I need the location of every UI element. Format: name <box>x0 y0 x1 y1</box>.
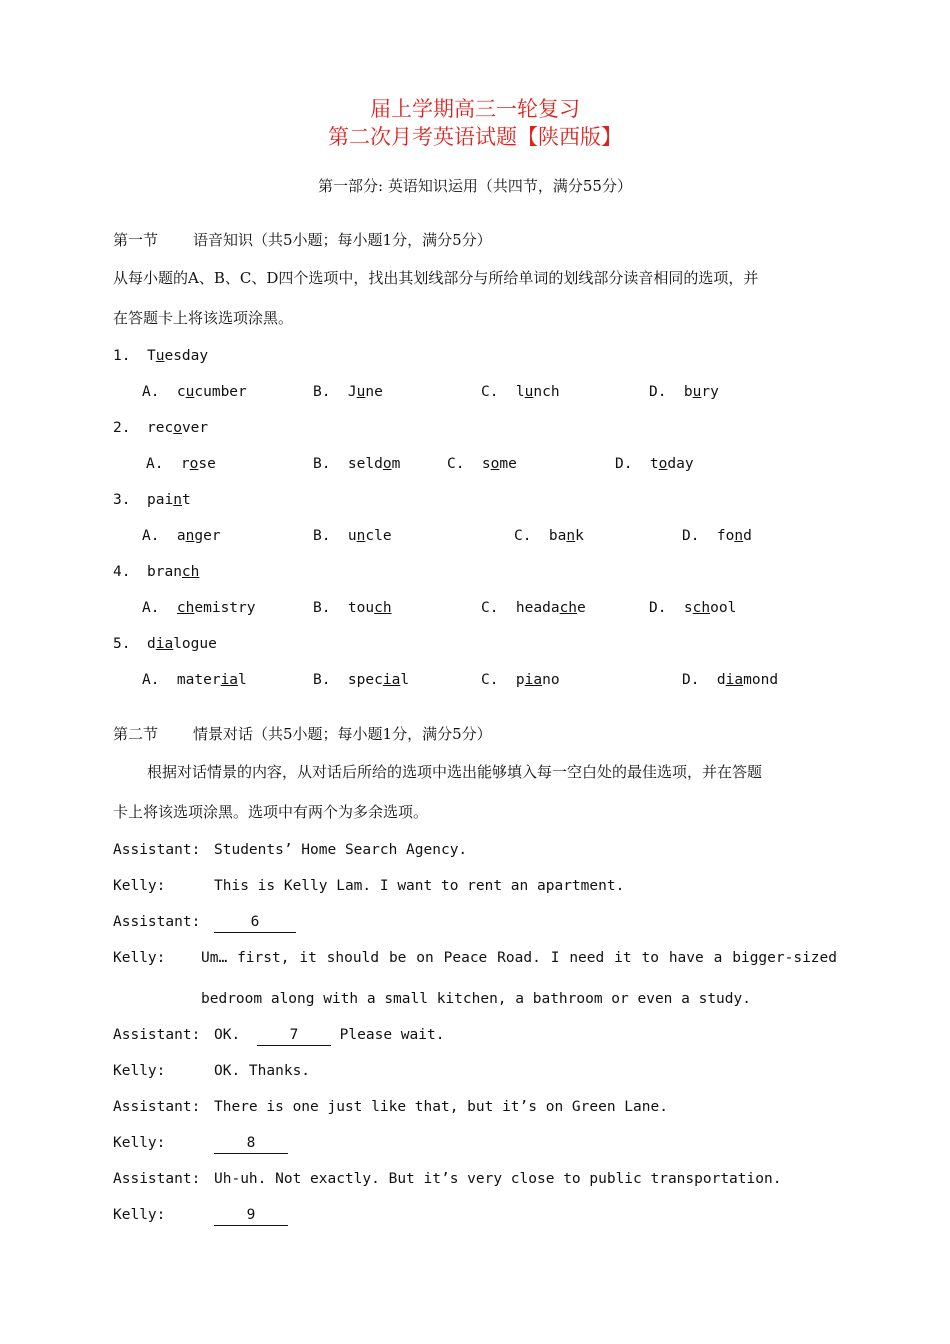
word-part: J <box>347 384 357 400</box>
option-word <box>684 600 736 616</box>
underlined-part: n <box>173 492 182 508</box>
word-part: l <box>238 672 247 688</box>
option-letter: D. <box>649 600 684 616</box>
dialogue-speaker: Assistant: <box>113 1099 201 1115</box>
question-word-text <box>147 564 199 580</box>
option-word <box>684 384 719 400</box>
option-word <box>177 600 256 616</box>
option-letter: D. <box>649 384 684 400</box>
word-part: me <box>499 456 517 472</box>
word-part: e <box>577 600 586 616</box>
dialogue-speaker: Kelly: <box>113 1135 166 1151</box>
word-part: c <box>176 384 186 400</box>
word-part: l <box>400 672 410 688</box>
answer-blank[interactable]: 7 <box>257 1025 331 1046</box>
word-part: ger <box>194 528 221 544</box>
underlined-part: u <box>155 348 165 364</box>
option-a[interactable] <box>142 670 247 690</box>
option-d[interactable] <box>682 670 778 690</box>
word-part: ba <box>548 528 567 544</box>
underlined-part: ia <box>524 672 543 688</box>
underlined-part: ia <box>220 672 239 688</box>
option-letter: A. <box>146 456 181 472</box>
dialogue-text: Um… first, it should be on Peace Road. I need it to have a bigger-sized <box>201 950 837 966</box>
question-word <box>147 562 199 582</box>
word-part: a <box>176 528 186 544</box>
underlined-part: o <box>490 456 500 472</box>
word-part: pai <box>147 492 174 508</box>
underlined-part: n <box>356 528 366 544</box>
answer-blank[interactable]: 6 <box>214 912 296 933</box>
underlined-part: ch <box>692 600 711 616</box>
underlined-part: ch <box>559 600 578 616</box>
dialogue-line <box>214 1061 310 1081</box>
option-a[interactable] <box>142 382 247 402</box>
section1-label: 第一节 <box>113 231 159 249</box>
option-word <box>348 672 409 688</box>
option-letter: A. <box>142 600 177 616</box>
dialogue-text: OK. Thanks. <box>214 1063 311 1079</box>
underlined-part: ia <box>725 672 744 688</box>
option-letter: D. <box>682 672 717 688</box>
word-part: k <box>575 528 584 544</box>
option-b[interactable] <box>313 454 400 474</box>
option-b[interactable] <box>313 382 383 402</box>
dialogue-speaker: Assistant: <box>113 1027 201 1043</box>
dialogue-line <box>214 1133 288 1154</box>
word-part: cle <box>365 528 392 544</box>
option-c[interactable] <box>481 382 560 402</box>
question-word-text <box>147 420 208 436</box>
dialogue-line <box>201 948 837 968</box>
option-b[interactable] <box>313 526 392 546</box>
question-word-text <box>147 348 208 364</box>
option-a[interactable] <box>146 454 216 474</box>
option-c[interactable] <box>514 526 584 546</box>
dialogue-text: OK. <box>214 1027 241 1043</box>
question-word <box>147 346 208 366</box>
word-part: l <box>515 384 525 400</box>
dialogue-line <box>214 876 624 896</box>
underlined-part: ia <box>155 636 174 652</box>
question-number: 5. <box>113 636 131 652</box>
dialogue-speaker: Kelly: <box>113 1207 166 1223</box>
underlined-part: o <box>189 456 199 472</box>
section2-label: 第二节 <box>113 725 159 743</box>
question-word <box>147 418 208 438</box>
dialogue-text: Uh-uh. Not exactly. But it’s very close to public transportation. <box>214 1171 782 1187</box>
option-letter: C. <box>481 600 516 616</box>
dialogue-speaker: Kelly: <box>113 950 166 966</box>
word-part: ne <box>365 384 383 400</box>
word-part: s <box>481 456 491 472</box>
word-part: ver <box>181 420 209 436</box>
word-part: mater <box>176 672 221 688</box>
option-letter: C. <box>481 384 516 400</box>
dialogue-speaker: Kelly: <box>113 878 166 894</box>
option-b[interactable] <box>313 598 392 618</box>
dialogue-line-continued: bedroom along with a small kitchen, a bathroom or even a study. <box>201 991 751 1007</box>
option-c[interactable] <box>447 454 517 474</box>
underlined-part: ch <box>176 600 195 616</box>
word-part: b <box>683 384 693 400</box>
dialogue-speaker: Kelly: <box>113 1063 166 1079</box>
dialogue-line <box>214 1205 288 1226</box>
underlined-part: ia <box>382 672 401 688</box>
section1-heading: 语音知识（共5小题；每小题1分，满分5分） <box>193 231 492 249</box>
question-number: 4. <box>113 564 131 580</box>
option-word <box>717 672 778 688</box>
underlined-part: o <box>173 420 182 436</box>
word-part: d <box>147 636 156 652</box>
word-part: cumber <box>194 384 247 400</box>
option-word <box>482 456 517 472</box>
word-part: seld <box>347 456 383 472</box>
underlined-part: o <box>382 456 392 472</box>
option-letter: B. <box>313 600 348 616</box>
section1-instruction-line2: 在答题卡上将该选项涂黑。 <box>113 309 294 327</box>
option-a[interactable] <box>142 598 256 618</box>
word-part: logue <box>173 636 217 652</box>
option-a[interactable] <box>142 526 221 546</box>
dialogue-speaker: Assistant: <box>113 842 201 858</box>
underlined-part: u <box>692 384 702 400</box>
word-part: u <box>347 528 357 544</box>
section2-instruction-line2: 卡上将该选项涂黑。选项中有两个为多余选项。 <box>113 803 429 821</box>
word-part: mond <box>743 672 779 688</box>
dialogue-line <box>214 840 467 860</box>
dialogue-text: This is Kelly Lam. I want to rent an apartment. <box>214 878 625 894</box>
word-part: t <box>649 456 659 472</box>
dialogue-line <box>214 1097 668 1117</box>
question-number: 2. <box>113 420 131 436</box>
option-word <box>348 528 392 544</box>
underlined-part: o <box>658 456 668 472</box>
dialogue-line <box>214 1025 444 1046</box>
dialogue-speaker: Assistant: <box>113 914 201 930</box>
option-word <box>348 600 392 616</box>
underlined-part: u <box>356 384 366 400</box>
option-d[interactable] <box>649 382 719 402</box>
underlined-part: ch <box>181 564 200 580</box>
underlined-part: u <box>185 384 195 400</box>
answer-blank[interactable]: 8 <box>214 1133 288 1154</box>
dialogue-text-after: Please wait. <box>330 1027 445 1043</box>
option-letter: B. <box>313 528 348 544</box>
title-line-1: 届上学期高三一轮复习 <box>370 97 580 121</box>
part-heading: 第一部分: 英语知识运用（共四节，满分55分） <box>318 177 632 195</box>
option-d[interactable] <box>649 598 736 618</box>
underlined-part: n <box>734 528 744 544</box>
underlined-part: ch <box>374 600 392 616</box>
dialogue-text: Students’ Home Search Agency. <box>214 842 468 858</box>
word-part: heada <box>515 600 560 616</box>
option-word <box>516 600 586 616</box>
word-part: esday <box>164 348 209 364</box>
word-part: p <box>515 672 525 688</box>
word-part: r <box>180 456 190 472</box>
section2-heading: 情景对话（共5小题；每小题1分，满分5分） <box>193 725 492 743</box>
option-word <box>650 456 694 472</box>
option-letter: B. <box>313 672 348 688</box>
dialogue-speaker: Assistant: <box>113 1171 201 1187</box>
option-word <box>348 456 400 472</box>
word-part: rec <box>147 420 174 436</box>
option-word <box>348 384 383 400</box>
option-letter: D. <box>682 528 717 544</box>
option-letter: C. <box>447 456 482 472</box>
question-word-text <box>147 492 191 508</box>
option-letter: A. <box>142 384 177 400</box>
word-part: tou <box>347 600 375 616</box>
word-part: nch <box>533 384 560 400</box>
section2-instruction-line1: 根据对话情景的内容，从对话后所给的选项中选出能够填入每一空白处的最佳选项，并在答题 <box>147 763 763 781</box>
option-letter: A. <box>142 528 177 544</box>
word-part: fo <box>716 528 735 544</box>
word-part: t <box>181 492 191 508</box>
option-letter: C. <box>514 528 549 544</box>
option-word <box>516 384 560 400</box>
word-part: emistry <box>194 600 256 616</box>
section1-instruction-line1: 从每小题的A、B、C、D四个选项中，找出其划线部分与所给单词的划线部分读音相同的选项，并 <box>113 269 759 287</box>
word-part: ool <box>710 600 737 616</box>
word-part: bran <box>147 564 182 580</box>
underlined-part: n <box>185 528 195 544</box>
underlined-part: n <box>566 528 576 544</box>
option-word <box>717 528 752 544</box>
question-number: 1. <box>113 348 131 364</box>
option-letter: B. <box>313 384 348 400</box>
option-c[interactable] <box>481 598 586 618</box>
option-word <box>549 528 584 544</box>
question-word-text <box>147 636 217 652</box>
underlined-part: u <box>524 384 534 400</box>
answer-blank[interactable]: 9 <box>214 1205 288 1226</box>
dialogue-line <box>214 912 296 933</box>
word-part: se <box>198 456 216 472</box>
question-word <box>147 634 217 654</box>
dialogue-text: There is one just like that, but it’s on Green Lane. <box>214 1099 668 1115</box>
option-word <box>177 384 247 400</box>
question-word <box>147 490 191 510</box>
option-letter: B. <box>313 456 348 472</box>
option-d[interactable] <box>615 454 694 474</box>
word-part: d <box>743 528 752 544</box>
option-word <box>516 672 560 688</box>
word-part: ry <box>701 384 719 400</box>
word-part: s <box>683 600 693 616</box>
option-word <box>177 528 221 544</box>
option-c[interactable] <box>481 670 560 690</box>
dialogue-line <box>214 1169 781 1189</box>
word-part: d <box>716 672 726 688</box>
word-part: spec <box>347 672 383 688</box>
option-b[interactable] <box>313 670 409 690</box>
option-letter: C. <box>481 672 516 688</box>
title-line-2: 第二次月考英语试题【陕西版】 <box>328 125 622 149</box>
option-letter: D. <box>615 456 650 472</box>
word-part: m <box>391 456 401 472</box>
option-word <box>181 456 216 472</box>
word-part: T <box>147 348 156 364</box>
option-word <box>177 672 247 688</box>
word-part: no <box>542 672 560 688</box>
option-d[interactable] <box>682 526 752 546</box>
question-number: 3. <box>113 492 131 508</box>
option-letter: A. <box>142 672 177 688</box>
word-part: day <box>667 456 694 472</box>
